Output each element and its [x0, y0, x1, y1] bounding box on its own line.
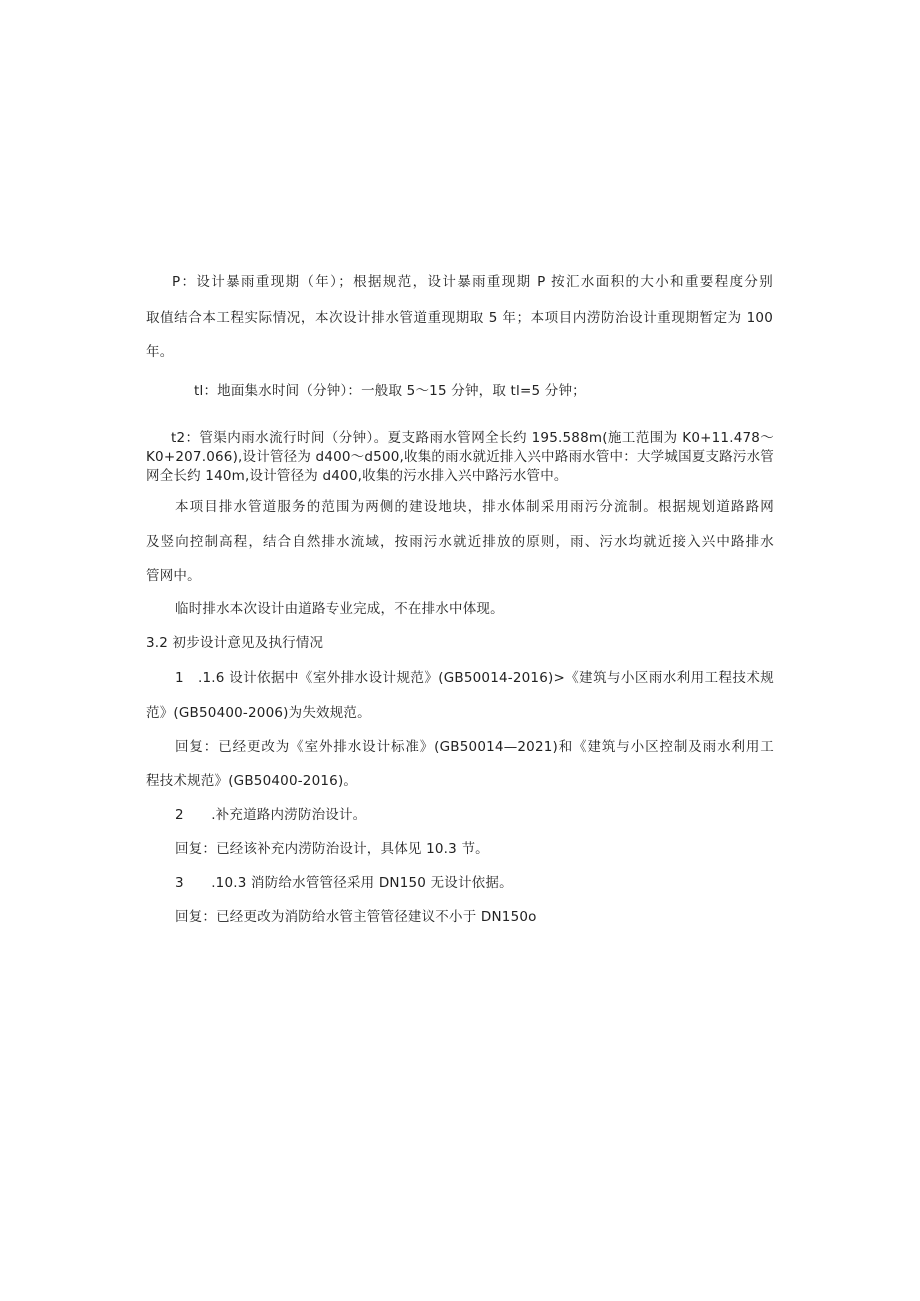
- paragraph-temporary-drainage: 临时排水本次设计由道路专业完成，不在排水中体现。: [175, 601, 504, 617]
- paragraph-t2-definition-line-2: K0+207.066),设计管径为 d400～d500,收集的雨水就近排入兴中路雨水管中：大学城国夏支路污水管: [146, 449, 774, 465]
- paragraph-drainage-scope-line-1: 本项目排水管道服务的范围为两侧的建设地块，排水体制采用雨污分流制。根据规划道路路网: [175, 499, 774, 515]
- paragraph-p-definition-line-3: 年。: [146, 344, 174, 360]
- reply-3: 回复：已经更改为消防给水管主管管径建议不小于 DN150o: [175, 909, 537, 925]
- reply-1-line-2: 程技术规范》(GB50400-2016)。: [146, 773, 358, 789]
- reply-2: 回复：已经该补充内涝防治设计，具体见 10.3 节。: [175, 841, 489, 857]
- item-2: 2 .补充道路内涝防治设计。: [175, 807, 367, 823]
- paragraph-drainage-scope-line-2: 及竖向控制高程，结合自然排水流域，按雨污水就近排放的原则，雨、污水均就近接入兴中路排水: [146, 534, 774, 550]
- section-heading: 3.2 初步设计意见及执行情况: [146, 635, 324, 651]
- item-1-line-2: 范》(GB50400-2006)为失效规范。: [146, 705, 371, 721]
- paragraph-p-definition-line-1: P：设计暴雨重现期（年）；根据规范，设计暴雨重现期 P 按汇水面积的大小和重要程度分别: [172, 274, 773, 290]
- item-1-line-1: 1 .1.6 设计依据中《室外排水设计规范》(GB50014-2016)>《建筑与小区雨水利用工程技术规: [175, 670, 774, 686]
- paragraph-t2-definition-line-3: 网全长约 140m,设计管径为 d400,收集的污水排入兴中路污水管中。: [146, 468, 568, 484]
- paragraph-t1-definition: tl：地面集水时间（分钟）：一般取 5～15 分钟，取 tl=5 分钟；: [194, 383, 586, 399]
- paragraph-p-definition-line-2: 取值结合本工程实际情况，本次设计排水管道重现期取 5 年；本项目内涝防治设计重现期暂定为 100: [146, 310, 773, 326]
- paragraph-drainage-scope-line-3: 管网中。: [146, 568, 201, 584]
- reply-1-line-1: 回复：已经更改为《室外排水设计标准》(GB50014—2021)和《建筑与小区控制及雨水利用工: [175, 739, 774, 755]
- paragraph-t2-definition-line-1: t2：管渠内雨水流行时间（分钟）。夏支路雨水管网全长约 195.588m(施工范围为 K0+11.478～: [171, 430, 774, 446]
- item-3: 3 .10.3 消防给水管管径采用 DN150 无设计依据。: [175, 875, 513, 891]
